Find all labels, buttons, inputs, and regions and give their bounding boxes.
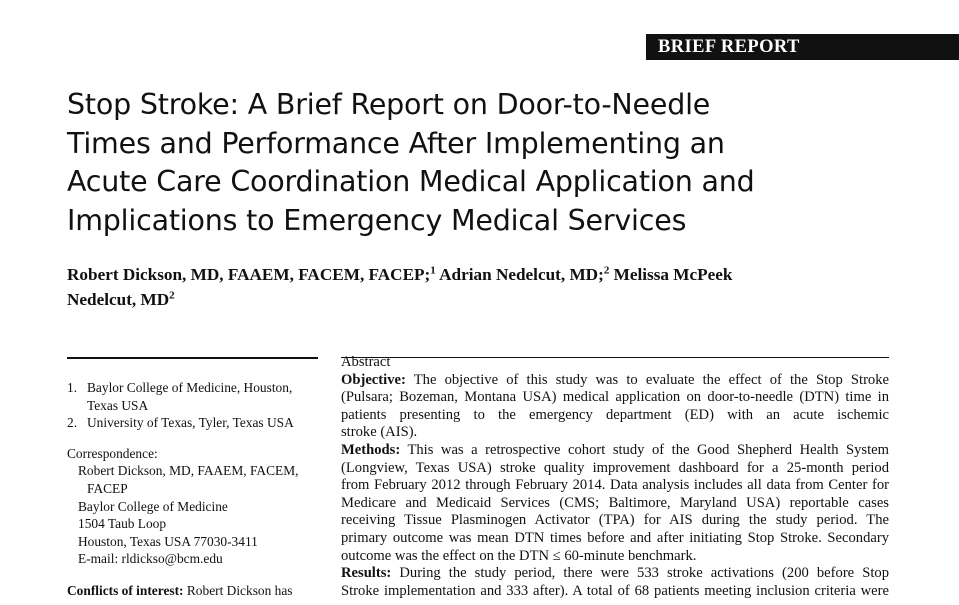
correspondence-email: E-mail: rldickso@bcm.edu [78,551,223,567]
abstract-text: The objective of this study was to evaluate the effect of the Stop Stroke [405,371,889,388]
title-line: Acute Care Coordination Medical Application and [67,165,755,198]
author-line-2 [67,287,867,312]
author-1: Robert Dickson, MD, FAAEM, FACEM, FACEP; [67,265,431,284]
author-line-1 [67,262,867,287]
objective-label: Objective: [341,371,406,388]
correspondence-line: Baylor College of Medicine [78,498,228,514]
conflicts-text: Robert Dickson has [183,582,293,598]
correspondence-line: Houston, Texas USA 77030-3411 [78,533,258,549]
abstract-line: from February 2012 through February 2014. Data analysis includes all data from Center for [341,477,889,494]
abstract-line: Medicare and Medicaid Services (CMS; Baltimore, Maryland USA) reportable cases [341,494,889,511]
methods-label: Methods: [341,441,401,458]
abstract-line: patients presenting to the emergency department (ED) with an acute ischemic [341,406,889,423]
abstract-line: (Pulsara; Bozeman, Montana USA) medical application on door-to-needle (DTN) time in [341,389,889,406]
affiliation-text: Baylor College of Medicine, Houston, [87,380,293,395]
abstract-line: stroke (AIS). [341,424,418,441]
abstract-line [341,565,889,583]
affiliation-number: 1. [67,380,78,395]
abstract-line: outcome was the effect on the DTN ≤ 60-minute benchmark. [341,547,697,564]
abstract-line: primary outcome was mean DTN times before and after initiating Stop Stroke. Secondary [341,529,889,546]
article-title [67,86,947,240]
title-line: Stop Stroke: A Brief Report on Door-to-Needle [67,88,711,121]
correspondence-line: 1504 Taub Loop [78,516,167,532]
article-type-banner: BRIEF REPORT [646,34,959,60]
affiliation-number: 2. [67,415,78,431]
abstract-text: During the study period, there were 533 stroke activations (200 before Stop [391,565,889,582]
correspondence-line: Robert Dickson, MD, FAAEM, FACEM, [78,463,299,479]
conflicts-of-interest [67,582,325,600]
abstract-line [341,442,889,460]
title-line: Implications to Emergency Medical Services [67,203,687,237]
author-3-part-2: Nedelcut, MD [67,290,170,309]
abstract-line: Stroke implementation and 333 after). A total of 68 patients meeting inclusion criteria were [341,582,889,599]
left-column-divider [67,357,318,359]
abstract-line: receiving Tissue Plasminogen Activator (TPA) for AIS during the study period. The [341,512,889,529]
affiliation-text: University of Texas, Tyler, Texas USA [87,415,294,431]
affiliation-item [67,379,325,414]
correspondence-heading: Correspondence: [67,445,158,461]
author-info-column [67,379,325,600]
abstract-heading: Abstract [341,354,391,370]
abstract-line: (Longview, Texas USA) stroke quality improvement dashboard for a 25-month period [341,459,889,476]
abstract-column [341,354,889,600]
author-list [67,262,867,312]
abstract-text: This was a retrospective cohort study of the Good Shepherd Health System [400,441,889,458]
author-3-affiliation: 2 [169,289,175,302]
title-line: Times and Performance After Implementing an [67,126,725,160]
author-1-affiliation: 1 [430,264,436,277]
correspondence-address [67,462,325,568]
affiliation-text: Texas USA [87,397,149,413]
author-2: Adrian Nedelcut, MD; [435,265,604,284]
results-label: Results: [341,565,392,582]
affiliation-item [67,414,325,432]
author-2-affiliation: 2 [603,264,610,277]
conflicts-label: Conflicts of interest: [67,582,184,598]
correspondence-line: FACEP [87,480,128,496]
author-3-part-1: Melissa McPeek [609,265,733,284]
abstract-line [341,372,889,390]
